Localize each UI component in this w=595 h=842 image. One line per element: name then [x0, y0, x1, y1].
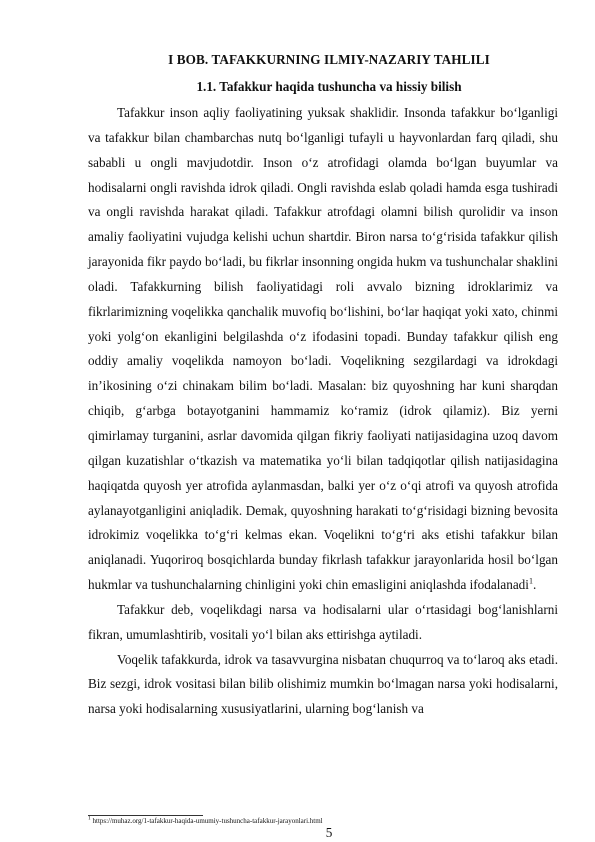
chapter-title: I BOB. TAFAKKURNING ILMIY-NAZARIY TAHLILI: [168, 52, 490, 67]
page-number: 5: [325, 825, 333, 840]
paragraph-1-text: Tafakkur inson aqliy faoliyatining yuksak shaklidir. Insonda tafakkur bo‘lganligi va tafakkur bilan chambarchas nutq bo‘lganligi tufayli u hayvonlardan farq qiladi, shu sababli u ongli mavjudotdir. Inson o‘z atrofidagi olamda bo‘lgan buyumlar va hodisalarni ongli ravishda idrok qiladi. Ongli ravishda eslab qoladi hamda esga tushiradi va ongli ravishda harakat qiladi. Tafakkur atrofdagi olamni bilish qurolidir va inson amaliy faoliyatini vujudga kelishi uchun shartdir. Biron narsa to‘g‘risida tafakkur qilish jarayonida fikr paydo bo‘ladi, bu fikrlar insonning ongida hukm va tushunchalar shaklini oladi. Tafakkurning bilish faoliyatidagi roli avvalo bizning idroklarimiz va fikrlarimizning voqelikka qanchalik muvofiq bo‘lishini, bo‘lar haqiqat yoki xato, chinmi yoki yolg‘on ekanligini belgilashda o‘z ifodasini topadi. Bunday tafakkur qilish eng oddiy amaliy voqelikda namoyon bo‘ladi. Voqelikning sezgilardagi va idrokdagi in’ikosining o‘zi chinakam bilim bo‘ladi. Masalan: biz quyoshning har kuni sharqdan chiqib, g‘arbga botayotganini hammamiz ko‘ramiz (idrok qilamiz). Biz yerni qimirlamay turganini, asrlar davomida qilgan fikriy faoliyati natijasidagina uzoq davom qilgan kuzatishlar o‘tkazish va matematika yo‘li bilan tadqiqotlar qilish natijasidagina haqiqatda quyosh yer atrofida aylanmasdan, balki yer o‘z o‘qi atrofi va quyosh atrofida aylanayotganligini aniqladik. Demak, quyoshning harakati to‘g‘risidagi bizning bevosita idrokimiz voqelikka to‘g‘ri kelmas ekan. Voqelikni to‘g‘ri aks etishi tafakkur bilan aniqlanadi. Yuqoriroq bosqichlarda bunday fikrlash tafakkur jarayonlarida hosil bo‘lgan hukmlar va tushunchalarning chinligini yoki chin emasligini aniqlashda ifodalanadi: [88, 105, 558, 593]
paragraph-3: Voqelik tafakkurda, idrok va tasavvurgina nisbatan chuqurroq va to‘laroq aks etadi. Biz sezgi, idrok vositasi bilan bilib olishimiz mumkin bo‘lmagan narsa yoki hodisalarni, narsa yoki hodisalarning xususiyatlarini, ularning bog‘lanish va: [88, 651, 558, 717]
footnote: [88, 816, 558, 826]
footnote-mark-period: .: [532, 577, 537, 593]
footnote-marker[interactable]: 1: [528, 576, 533, 586]
footnote-link[interactable]: https://muhaz.org/1-tafakkur-haqida-umumiy-tushuncha-tafakkur-jarayonlari.html: [92, 817, 323, 825]
paragraph-2: Tafakkur deb, voqelikdagi narsa va hodisalarni ular o‘rtasidagi bog‘lanishlarni fikran, umumlashtirib, vositali yo‘l bilan aks ettirishga aytiladi.: [88, 601, 558, 642]
section-title: 1.1. Tafakkur haqida tushuncha va hissiy bilish: [196, 79, 462, 94]
paragraph-1: [88, 101, 558, 598]
body-text: [88, 101, 558, 722]
footnote-number: 1: [88, 815, 91, 822]
